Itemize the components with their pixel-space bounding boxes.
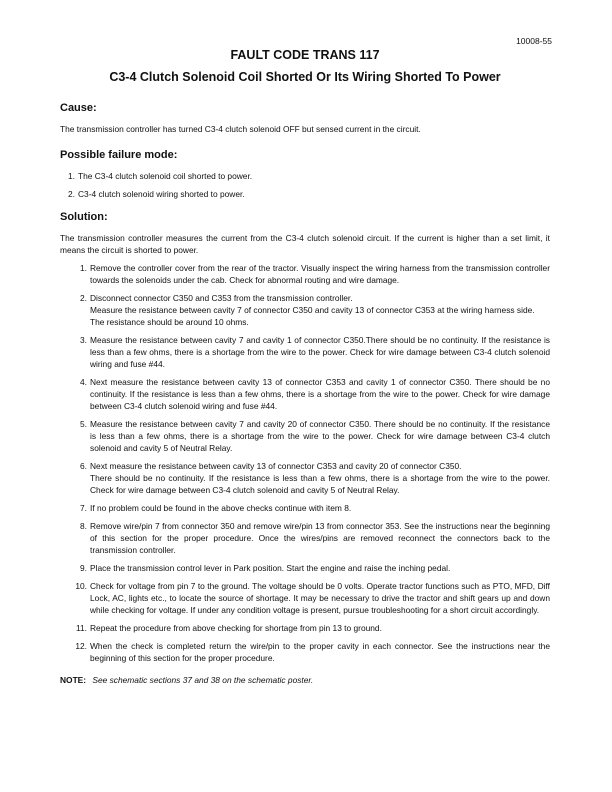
list-item xyxy=(60,188,550,200)
list-item xyxy=(60,376,550,412)
item-text: C3-4 clutch solenoid wiring shorted to power. xyxy=(78,189,245,199)
item-number: 4. xyxy=(80,377,87,387)
list-item xyxy=(60,520,550,556)
list-item xyxy=(60,562,550,574)
item-number: 3. xyxy=(80,335,87,345)
item-text: Remove wire/pin 7 from connector 350 and remove wire/pin 13 from connector 353. See the instructions near the beginning of this section for the proper procedure. Once the wires/pins are removed reconnect the connectors back to the transmission controller. xyxy=(90,521,550,555)
item-text: Repeat the procedure from above checking for shortage from pin 13 to ground. xyxy=(90,623,382,633)
item-number: 1. xyxy=(68,171,75,181)
list-item xyxy=(60,640,550,664)
item-text-3: The resistance should be around 10 ohms. xyxy=(90,317,249,327)
item-text: The C3-4 clutch solenoid coil shorted to power. xyxy=(78,171,253,181)
cause-heading: Cause: xyxy=(60,102,97,114)
item-number: 12. xyxy=(75,641,87,651)
list-item xyxy=(60,334,550,370)
item-text-2: Measure the resistance between cavity 7 of connector C350 and cavity 13 of connector C353 at the wiring harness side. xyxy=(90,305,535,315)
document-subtitle: C3-4 Clutch Solenoid Coil Shorted Or Its Wiring Shorted To Power xyxy=(109,70,501,84)
item-text: If no problem could be found in the above checks continue with item 8. xyxy=(90,503,352,513)
item-number: 2. xyxy=(68,189,75,199)
solution-heading: Solution: xyxy=(60,211,108,223)
list-item xyxy=(60,292,550,328)
item-number: 9. xyxy=(80,563,87,573)
item-text: Remove the controller cover from the rear of the tractor. Visually inspect the wiring harness from the transmission controller towards the solenoids under the cab. Check for abnormal routing and wire damage. xyxy=(90,263,550,285)
failure-mode-list xyxy=(60,170,550,200)
item-text: Place the transmission control lever in Park position. Start the engine and raise the inching pedal. xyxy=(90,563,451,573)
note-label: NOTE: xyxy=(60,675,87,685)
item-number: 11. xyxy=(75,623,87,633)
item-text: Next measure the resistance between cavity 13 of connector C353 and cavity 20 of connector C350. xyxy=(90,461,462,471)
item-text: Check for voltage from pin 7 to the ground. The voltage should be 0 volts. Operate tractor functions such as PTO, MFD, Diff Lock, AC, lights etc., to locate the source of shortage. It may be necessary to drive the tractor and shift gears up and down while checking for voltage. If under any condition voltage is present, pursue troubleshooting for a short circuit accordingly. xyxy=(90,581,550,615)
document-body xyxy=(60,48,550,685)
list-item xyxy=(60,170,550,182)
item-number: 10. xyxy=(75,581,87,591)
item-text: Disconnect connector C350 and C353 from the transmission controller. xyxy=(90,293,353,303)
solution-intro: The transmission controller measures the current from the C3-4 clutch solenoid circuit. If the current is higher than a set limit, it means the circuit is shorted to power. xyxy=(60,233,550,255)
item-text: Measure the resistance between cavity 7 and cavity 1 of connector C350.There should be no continuity. If the resistance is less than a few ohms, there is a shortage from the wire to the power. Check for wire damage between C3-4 clutch solenoid wiring and fuse #44. xyxy=(90,335,550,369)
failure-mode-heading: Possible failure mode: xyxy=(60,149,178,161)
list-item xyxy=(60,418,550,454)
list-item xyxy=(60,262,550,286)
item-number: 8. xyxy=(80,521,87,531)
list-item xyxy=(60,502,550,514)
note xyxy=(60,675,550,685)
item-text: When the check is completed return the wire/pin to the proper cavity in each connector. See the instructions near the beginning of this section for the proper procedure. xyxy=(90,641,550,663)
solution-steps xyxy=(60,262,550,664)
item-text: Measure the resistance between cavity 7 and cavity 20 of connector C350. There should be no continuity. If the resistance is less than a few ohms, there is a shortage from the wire to the power. Check for wire damage between C3-4 clutch solenoid and cavity 5 of Neutral Relay. xyxy=(90,419,550,453)
item-number: 7. xyxy=(80,503,87,513)
item-text: Next measure the resistance between cavity 13 of connector C353 and cavity 1 of connector C350. There should be no continuity. If the resistance is less than a few ohms, there is a shortage from the wire to the power. Check for wire damage between C3-4 clutch solenoid wiring and fuse #44. xyxy=(90,377,550,411)
note-text: See schematic sections 37 and 38 on the schematic poster. xyxy=(92,675,314,685)
document-title: FAULT CODE TRANS 117 xyxy=(230,48,380,62)
item-text-2: There should be no continuity. If the resistance is less than a few ohms, there is a shortage from the wire to the power. Check for wire damage between C3-4 clutch solenoid and cavity 5 of Neutral Relay. xyxy=(90,473,550,495)
page-number: 10008-55 xyxy=(516,36,552,46)
cause-text: The transmission controller has turned C3-4 clutch solenoid OFF but sensed current in the circuit. xyxy=(60,124,421,134)
list-item xyxy=(60,622,550,634)
item-number: 5. xyxy=(80,419,87,429)
item-number: 1. xyxy=(80,263,87,273)
list-item xyxy=(60,460,550,496)
list-item xyxy=(60,580,550,616)
item-number: 6. xyxy=(80,461,87,471)
item-number: 2. xyxy=(80,293,87,303)
